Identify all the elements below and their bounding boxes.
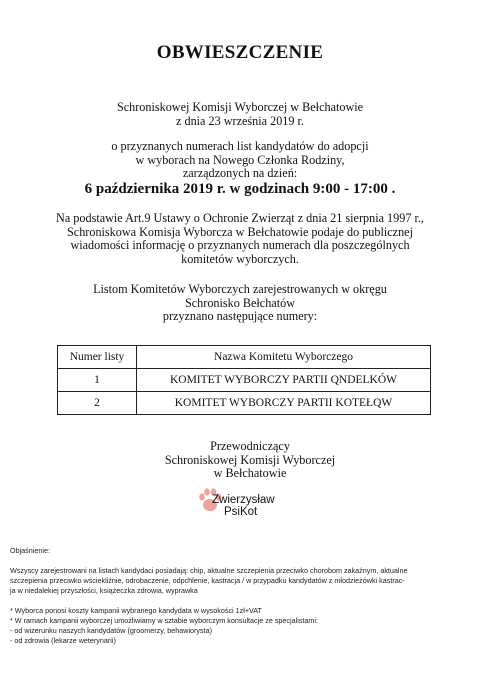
- list-number-cell: 2: [58, 392, 137, 415]
- election-date: 6 października 2019 r. w godzinach 9:00 - 17:00 .: [84, 181, 396, 197]
- document-title: OBWIESZCZENIE: [156, 42, 324, 63]
- notes-line-2: szczepienia przeciwko wściekliźnie, odrobaczenie, odpchlenie, kastracja / w przypadku kandydatów z młodzieżówki kastrac-: [10, 576, 405, 585]
- committee-name-cell: KOMITET WYBORCZY PARTII QNDELKÓW: [137, 369, 431, 392]
- intro-line-1: Listom Komitetów Wyborczych zarejestrowanych w okręgu: [93, 282, 387, 296]
- committees-table: [57, 345, 431, 415]
- notes-line-1: Wszyscy zarejestrowani na listach kandydaci posiadają: chip, aktualne szczepienia przeciwko chorobom zakaźnym, aktualne: [10, 566, 408, 575]
- legal-line-4: komitetów wyborczych.: [181, 251, 299, 266]
- footnote-health: - od zdrowia (lekarze weterynarii): [10, 636, 116, 645]
- notes-footnotes: [10, 606, 472, 646]
- notes-heading: Objaśnienie:: [10, 546, 50, 555]
- subject-line-1: o przyznanych numerach list kandydatów do adopcji: [111, 139, 369, 153]
- signer-last-name: PsiKot: [224, 506, 258, 518]
- signature-commission: Schroniskowej Komisji Wyborczej: [164, 452, 336, 467]
- signature-role: Przewodniczący: [210, 439, 290, 453]
- table-row: [58, 369, 431, 392]
- footnote-image: - od wizerunku naszych kandydatów (groomerzy, behawiorysta): [10, 626, 213, 635]
- legal-line-2: Schroniskowa Komisja Wyborcza w Bełchatowie podaje do publicznej: [67, 224, 413, 239]
- issue-date-line: z dnia 23 września 2019 r.: [176, 113, 304, 128]
- issuer-block: [20, 101, 460, 128]
- intro-line-3: przyznano następujące numery:: [162, 309, 318, 323]
- table-row: [58, 392, 431, 415]
- notes-line-3: ja w niedalekiej przyszłości, książeczka zdrowia, wyprawka: [10, 586, 198, 595]
- legal-basis-block: [20, 212, 460, 266]
- column-header-number: Numer listy: [58, 346, 137, 369]
- notes-paragraph: [10, 566, 472, 596]
- legal-line-3: wiadomości informację o przyznanych numerach dla poszczególnych: [70, 238, 410, 252]
- footnote-cost: * Wyborca ponosi koszty kampanii wybranego kandydata w wysokości 1zł+VAT: [10, 606, 262, 615]
- footnote-consultations: * W ramach kampanii wyborczej umożliwiamy w sztabie wyborczym konsultacje ze specjalistami:: [10, 616, 318, 625]
- legal-line-1: Na podstawie Art.9 Ustawy o Ochronie Zwierząt z dnia 21 sierpnia 1997 r.,: [56, 211, 424, 225]
- table-header-row: [58, 346, 431, 369]
- signer-name: [212, 494, 275, 518]
- intro-line-2: Schronisko Bełchatów: [184, 295, 295, 310]
- issuer-line: Schroniskowej Komisji Wyborczej w Bełchatowie: [116, 100, 364, 114]
- signature-block: [130, 440, 370, 481]
- subject-line-2: w wyborach na Nowego Członka Rodziny,: [135, 152, 345, 167]
- list-number-cell: 1: [58, 369, 137, 392]
- subject-block: [20, 140, 460, 181]
- signer-first-name: Zwierzysław: [212, 494, 275, 506]
- committee-name-cell: KOMITET WYBORCZY PARTII KOTEŁQW: [137, 392, 431, 415]
- intro-block: [20, 283, 460, 324]
- signature-place: w Bełchatowie: [213, 466, 287, 480]
- column-header-name: Nazwa Komitetu Wyborczego: [137, 346, 431, 369]
- subject-line-3: zarządzonych na dzień:: [182, 166, 298, 180]
